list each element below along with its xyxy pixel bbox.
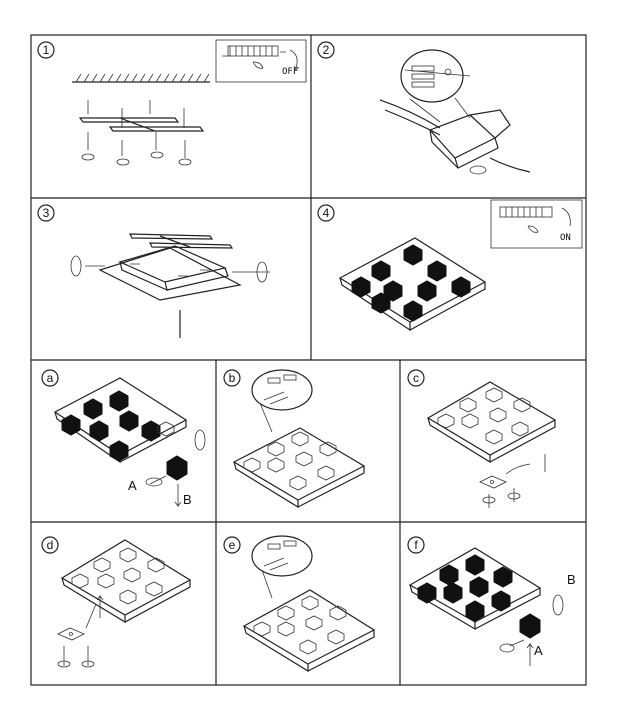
- switch-off-label: OFF: [282, 67, 299, 77]
- label-A: A: [534, 643, 543, 658]
- detail-inset: [252, 536, 312, 598]
- ceiling-hatch: [72, 74, 210, 82]
- lamp-without-cubes: [234, 428, 364, 507]
- lamp-with-cubes: [410, 548, 540, 629]
- step-number-2: 2: [322, 43, 330, 57]
- step-letter-e: e: [228, 538, 236, 552]
- panel-1: [38, 40, 306, 165]
- inserted-cube: [520, 614, 540, 638]
- rotate-screw-icon: [82, 152, 191, 165]
- detail-inset: [252, 370, 312, 432]
- arrow-A: [527, 644, 533, 666]
- label-B: B: [183, 492, 192, 507]
- hand-icon: [253, 62, 263, 68]
- rotate-arrow-icon: [553, 595, 563, 615]
- step-number-1: 1: [42, 43, 50, 57]
- arrow-up: [97, 596, 103, 618]
- switch-off-inset: [216, 40, 306, 82]
- panel-2: [318, 42, 530, 174]
- panel-4: [318, 200, 582, 330]
- lamp-without-cubes: [244, 590, 374, 671]
- label-A: A: [128, 478, 137, 493]
- arrow-A: [150, 476, 166, 484]
- power-switch-icon: [222, 50, 297, 68]
- empty-sockets: [438, 388, 530, 444]
- rotate-arrow-icon: [195, 430, 205, 450]
- terminal-block-inset: [401, 50, 470, 122]
- step-letter-a: a: [46, 371, 54, 385]
- rotate-screw-icon-left: [71, 256, 81, 276]
- step-letter-f: f: [414, 538, 418, 552]
- panel-a: [42, 370, 205, 507]
- power-switch-icon: [562, 208, 570, 226]
- switch-on-label: ON: [560, 233, 571, 243]
- cover-plate: [58, 596, 103, 667]
- panel-d: [42, 537, 190, 667]
- terminal-block: [430, 110, 510, 174]
- step-number-3: 3: [42, 206, 50, 220]
- panel-grid: [31, 35, 586, 685]
- lamp-without-cubes: [62, 540, 190, 622]
- step-letter-c: c: [413, 371, 419, 385]
- step-letter-d: d: [46, 538, 54, 552]
- panel-c: [408, 370, 555, 508]
- arrow-B: [175, 484, 181, 506]
- label-B: B: [567, 572, 576, 587]
- side-screws: [71, 256, 270, 282]
- panel-b: [224, 370, 364, 507]
- cube-shades: [418, 555, 512, 621]
- step-number-4: 4: [322, 206, 330, 220]
- lamp-base-plate: [100, 246, 240, 300]
- wire: [506, 464, 530, 474]
- cube-shades: [62, 391, 160, 461]
- panel-3: [38, 205, 270, 338]
- assembled-ceiling-lamp: [340, 238, 485, 330]
- panel-e: [224, 536, 374, 671]
- mounting-bracket: [80, 118, 203, 131]
- cube-shades: [352, 245, 470, 321]
- empty-sockets: [72, 548, 164, 604]
- lamp-without-cubes: [428, 382, 555, 462]
- lamp-with-cubes: [55, 378, 186, 462]
- ceiling-screws: [88, 100, 185, 158]
- switch-on-inset: [491, 200, 582, 248]
- step-letter-b: b: [228, 371, 236, 385]
- empty-sockets: [254, 596, 346, 654]
- removed-cube: [167, 456, 187, 480]
- hand-icon: [528, 226, 538, 232]
- cable: [380, 100, 530, 172]
- mounting-bracket-top: [130, 234, 232, 248]
- panel-f: [408, 537, 576, 666]
